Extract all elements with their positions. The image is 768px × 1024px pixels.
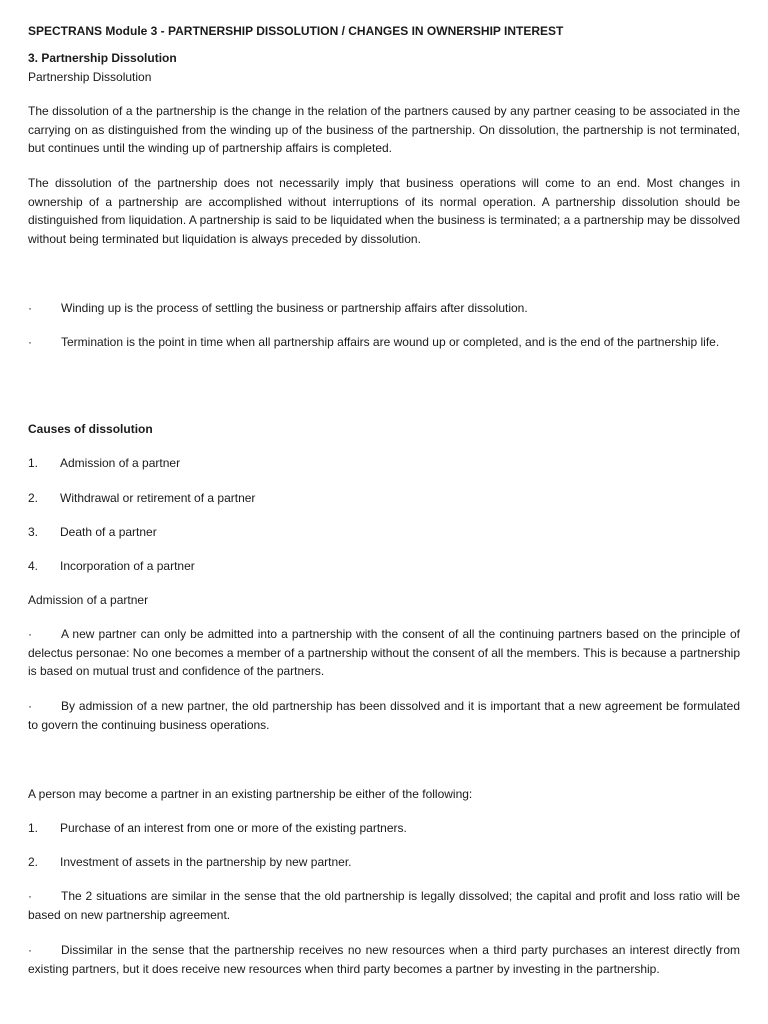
bullet-item [28,941,740,978]
bullet-dot: · [28,301,32,315]
bullet-item [28,697,740,734]
list-number: 4. [28,559,39,573]
bullet-text: Winding up is the process of settling the business or partnership affairs after dissolution. [61,301,528,315]
list-item [28,557,740,576]
document-title: SPECTRANS Module 3 - PARTNERSHIP DISSOLUTION / CHANGES IN OWNERSHIP INTEREST [28,24,564,38]
list-text: Purchase of an interest from one or more of the existing partners. [60,821,407,835]
list-number: 1. [28,821,39,835]
bullet-text: By admission of a new partner, the old partnership has been dissolved and it is important that a new agreement be formulated to govern the continuing business operations. [28,699,740,732]
list-number: 2. [28,855,39,869]
bullet-dot: · [28,699,32,713]
list-text: Death of a partner [60,525,157,539]
bullet-item [28,625,740,681]
paragraph-3: A person may become a partner in an existing partnership be either of the following: [28,787,473,801]
bullet-dot: · [28,335,32,349]
bullet-dot: · [28,943,32,957]
paragraph-2: The dissolution of the partnership does not necessarily imply that business operations will come to an end. Most changes in ownership of a partnership are accomplished without interruptions of its normal operation. A partnership dissolution should be distinguished from liquidation. A partnership is said to be liquidated when the business is terminated; a a partnership may be dissolved without being terminated but liquidation is always preceded by dissolution. [28,176,740,246]
list-number: 1. [28,456,39,470]
admission-heading: Admission of a partner [28,593,149,607]
bullet-text: The 2 situations are similar in the sense that the old partnership is legally dissolved; the capital and profit and loss ratio will be based on new partnership agreement. [28,889,740,922]
list-text: Investment of assets in the partnership by new partner. [60,855,352,869]
causes-heading: Causes of dissolution [28,422,153,436]
bullet-text: Dissimilar in the sense that the partnership receives no new resources when a third party purchases an interest directly from existing partners, but it does receive new resources when third party becomes a partner by investing in the partnership. [28,943,740,976]
list-item [28,454,740,473]
list-number: 3. [28,525,39,539]
list-item [28,523,740,542]
list-number: 2. [28,491,39,505]
bullet-item [28,333,740,352]
paragraph-1: The dissolution of a the partnership is the change in the relation of the partners caused by any partner ceasing to be associated in the carrying on as distinguished from the winding up of the business of the partnership. On dissolution, the partnership is not terminated, but continues until the winding up of partnership affairs is completed. [28,104,740,156]
bullet-text: A new partner can only be admitted into a partnership with the consent of all the continuing partners based on the principle of delectus personae: No one becomes a member of a partnership without the consent of all the members. This is because a partnership is based on mutual trust and confidence of the partners. [28,627,740,679]
list-text: Admission of a partner [60,456,181,470]
list-item [28,819,740,838]
list-item [28,853,740,872]
list-item [28,489,740,508]
bullet-item [28,887,740,924]
subheading: Partnership Dissolution [28,70,152,84]
bullet-dot: · [28,627,32,641]
bullet-item [28,299,740,318]
bullet-text: Termination is the point in time when all partnership affairs are wound up or completed, and is the end of the partnership life. [61,335,720,349]
list-text: Incorporation of a partner [60,559,195,573]
list-text: Withdrawal or retirement of a partner [60,491,256,505]
section-heading: 3. Partnership Dissolution [28,51,177,65]
bullet-dot: · [28,889,32,903]
